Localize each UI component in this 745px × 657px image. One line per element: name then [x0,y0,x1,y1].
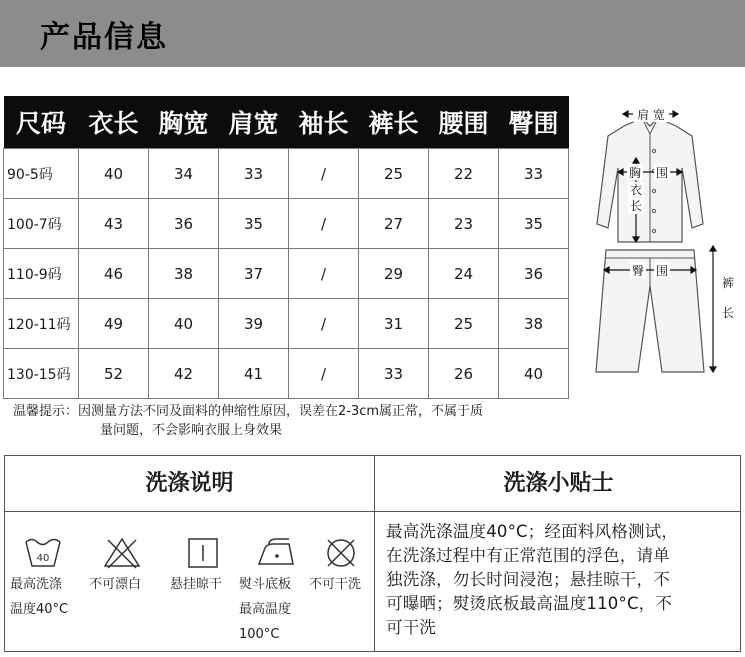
header-bar [0,0,745,67]
table-cell: / [289,199,359,249]
table-cell: 23 [429,199,499,249]
iron-label-2: 最高温度 [239,602,292,617]
size-table-header [4,96,569,149]
table-cell: 27 [359,199,429,249]
table-cell: 100-7码 [4,199,79,249]
table-cell: 29 [359,249,429,299]
size-note [13,402,568,440]
table-cell: / [289,299,359,349]
column-header: 袖长 [289,96,359,149]
note-line-2: 量问题，不会影响衣服上身效果 [100,423,283,438]
tip-line: 可干洗 [386,618,437,637]
column-header: 肩宽 [219,96,289,149]
wash-40-icon [23,536,63,570]
care-divider [5,511,740,512]
length-label-1: 衣 [629,183,643,197]
table-cell: 46 [79,249,149,299]
table-cell: / [289,349,359,399]
table-cell: 39 [219,299,289,349]
hip-label-2: 围 [655,264,669,278]
table-cell: 26 [429,349,499,399]
table-cell: 25 [429,299,499,349]
table-row [4,199,569,249]
no-dry-clean-label: 不可干洗 [309,577,362,592]
table-cell: 40 [149,299,219,349]
column-header: 衣长 [79,96,149,149]
table-cell: 36 [149,199,219,249]
table-cell: / [289,249,359,299]
table-cell: 52 [79,349,149,399]
hang-dry-label: 悬挂晾干 [170,577,223,592]
no-dry-clean-icon [322,536,360,570]
table-row [4,149,569,199]
pants-length-label-1: 裤 [721,276,735,290]
garment-outline-icon [570,96,745,386]
table-cell: 34 [149,149,219,199]
care-tips-title: 洗涤小贴士 [503,471,614,496]
table-cell: 43 [79,199,149,249]
table-cell: 35 [219,199,289,249]
table-cell: 25 [359,149,429,199]
table-cell: 33 [359,349,429,399]
wash-label-1: 最高洗涤 [10,577,63,592]
pants-length-label-2: 长 [721,306,735,320]
tip-line: 最高洗涤温度40°C；经面料风格测试， [386,522,679,541]
table-cell: 49 [79,299,149,349]
tip-line: 在洗涤过程中有正常范围的浮色，请单 [386,546,670,565]
table-cell: 90-5码 [4,149,79,199]
table-cell: 35 [499,199,569,249]
table-cell: 110-9码 [4,249,79,299]
hang-dry-icon [183,536,223,570]
table-cell: 37 [219,249,289,299]
table-cell: 42 [149,349,219,399]
table-cell: 40 [79,149,149,199]
table-cell: 41 [219,349,289,399]
no-bleach-icon [102,536,142,570]
size-table [3,96,569,399]
column-header: 裤长 [359,96,429,149]
page-title: 产品信息 [40,20,168,55]
table-cell: 36 [499,249,569,299]
table-cell: 130-15码 [4,349,79,399]
tip-line: 独洗涤，勿长时间浸泡；悬挂晾干，不 [386,570,670,589]
table-cell: 120-11码 [4,299,79,349]
table-row [4,249,569,299]
table-cell: 40 [499,349,569,399]
column-header: 胸宽 [149,96,219,149]
table-cell: 31 [359,299,429,349]
wash-temp: 40 [36,553,50,564]
care-tips-text [386,520,738,640]
table-cell: 33 [219,149,289,199]
table-cell: 38 [499,299,569,349]
column-header: 臀围 [499,96,569,149]
hip-label-1: 臀 [631,264,645,278]
column-header: 腰围 [429,96,499,149]
table-cell: 22 [429,149,499,199]
care-instructions-title: 洗涤说明 [145,471,234,496]
shoulder-label: 肩 宽 [637,108,665,122]
note-line-1: 温馨提示：因测量方法不同及面料的伸缩性原因，误差在2-3cm属正常，不属于质 [13,404,484,419]
iron-label-3: 100°C [239,627,280,642]
iron-label-1: 熨斗底板 [239,577,292,592]
care-table [4,455,741,652]
length-label-2: 长 [629,199,643,213]
table-cell: 38 [149,249,219,299]
iron-icon [255,536,299,570]
table-row [4,349,569,399]
table-row [4,299,569,349]
chest-label-1: 胸 [628,166,642,180]
table-cell: / [289,149,359,199]
column-header: 尺码 [4,96,79,149]
tip-line: 可曝晒；熨烫底板最高温度110°C，不 [386,594,673,613]
wash-label-2: 温度40°C [10,602,69,617]
chest-label-2: 围 [655,166,669,180]
no-bleach-label: 不可漂白 [89,577,142,592]
table-cell: 33 [499,149,569,199]
measurement-diagram [570,96,745,386]
table-cell: 24 [429,249,499,299]
